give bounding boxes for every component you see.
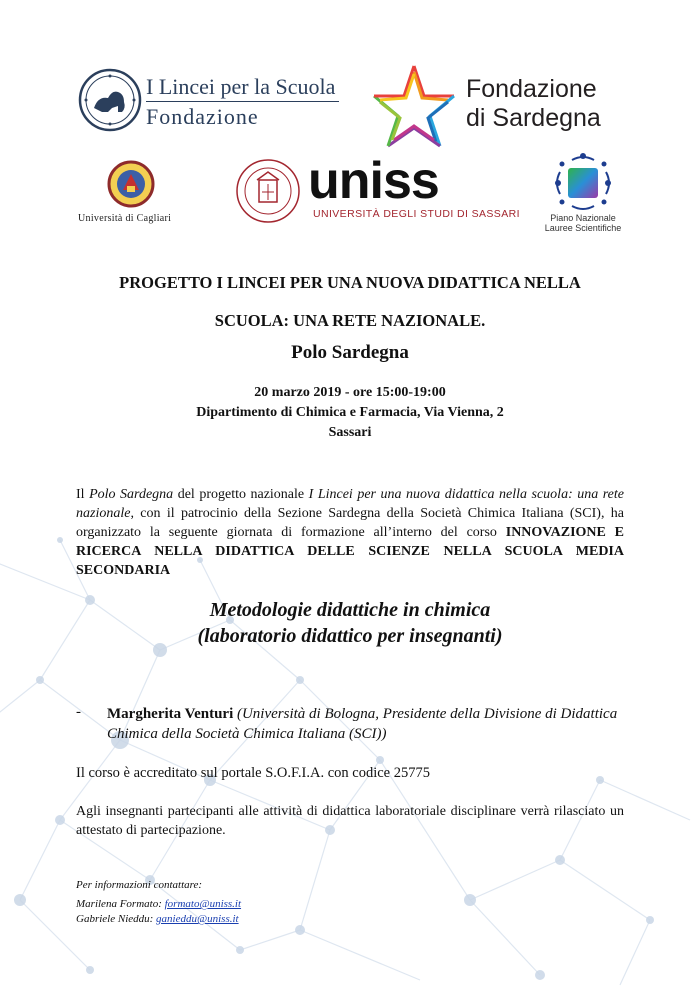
intro-text-5: , con il patrocinio della Sezione Sardegna della Società Chimica Italiana (SCI), ha organizzato la seguente giornata di formazione all’interno del corso <box>76 506 624 540</box>
speaker-entry <box>107 704 627 744</box>
unica-logo-text: Università di Cagliari <box>78 213 172 224</box>
contact-nieddu-email-link[interactable]: ganieddu@uniss.it <box>156 913 239 925</box>
speaker-bullet: - <box>76 704 81 720</box>
contact-formato <box>76 896 241 912</box>
contacts-label: Per informazioni contattare: <box>76 879 203 891</box>
methodology-title: Metodologie didattiche in chimica <box>209 599 491 621</box>
intro-text-3: del progetto nazionale <box>173 487 309 502</box>
uniss-logo-subtitle: UNIVERSITÀ DEGLI STUDI DI SASSARI <box>313 208 520 220</box>
pnls-line2: Lauree Scientifiche <box>544 223 622 233</box>
event-city: Sassari <box>328 425 372 440</box>
lincei-logo-title: I Lincei per la Scuola <box>146 74 336 99</box>
polo-title: Polo Sardegna <box>291 342 409 363</box>
intro-polo-name: Polo Sardegna <box>89 487 174 502</box>
intro-paragraph <box>76 485 624 580</box>
fds-line2: di Sardegna <box>466 104 601 132</box>
intro-course-name: INNOVAZIONE E RICERCA NELLA DIDATTICA DELLE SCIENZE NELLA SCUOLA MEDIA SECONDARIA <box>76 525 625 578</box>
pnls-logo-icon <box>550 152 616 212</box>
uniss-logo-word: uniss <box>308 152 439 210</box>
contact-formato-email-link[interactable]: formato@uniss.it <box>164 898 242 910</box>
intro-text-1: Il <box>76 487 90 502</box>
uniss-seal-icon <box>235 158 301 224</box>
pnls-logo-text <box>540 213 626 233</box>
event-venue: Dipartimento di Chimica e Farmacia, Via Vienna, 2 <box>196 405 504 420</box>
lincei-logo-subtitle: Fondazione <box>146 104 259 129</box>
pnls-line1: Piano Nazionale <box>550 213 616 223</box>
lincei-logo-divider <box>146 101 339 102</box>
intro-project-name: I Lincei per una nuova didattica nella scuola: una rete nazionale <box>76 487 625 521</box>
project-title-line1: PROGETTO I LINCEI PER UNA NUOVA DIDATTICA NELLA <box>119 273 581 292</box>
event-date: 20 marzo 2019 - ore 15:00-19:00 <box>254 385 446 400</box>
fondazione-sardegna-star-icon <box>370 62 458 150</box>
fondazione-sardegna-logo-text <box>466 75 601 133</box>
speaker-affiliation: (Università di Bologna, Presidente della Divisione di Didattica Chimica della Società Chimica Italiana (SCI)) <box>107 706 618 742</box>
contact-nieddu <box>76 911 239 927</box>
contact-formato-name: Marilena Formato: <box>76 898 165 910</box>
contact-nieddu-name: Gabriele Nieddu: <box>76 913 157 925</box>
project-title-line2: SCUOLA: UNA RETE NAZIONALE. <box>214 311 486 330</box>
accreditation-text: Il corso è accreditato sul portale S.O.F.I.A. con codice 25775 <box>76 765 430 781</box>
methodology-subtitle: (laboratorio didattico per insegnanti) <box>197 625 503 647</box>
unica-seal-icon <box>107 160 155 208</box>
certificate-text: Agli insegnanti partecipanti alle attività di didattica laboratoriale disciplinare verrà rilasciato un attestato di partecipazione. <box>76 804 624 838</box>
speaker-name: Margherita Venturi <box>107 706 234 722</box>
fds-line1: Fondazione <box>466 75 597 103</box>
lincei-seal-icon <box>78 68 142 132</box>
